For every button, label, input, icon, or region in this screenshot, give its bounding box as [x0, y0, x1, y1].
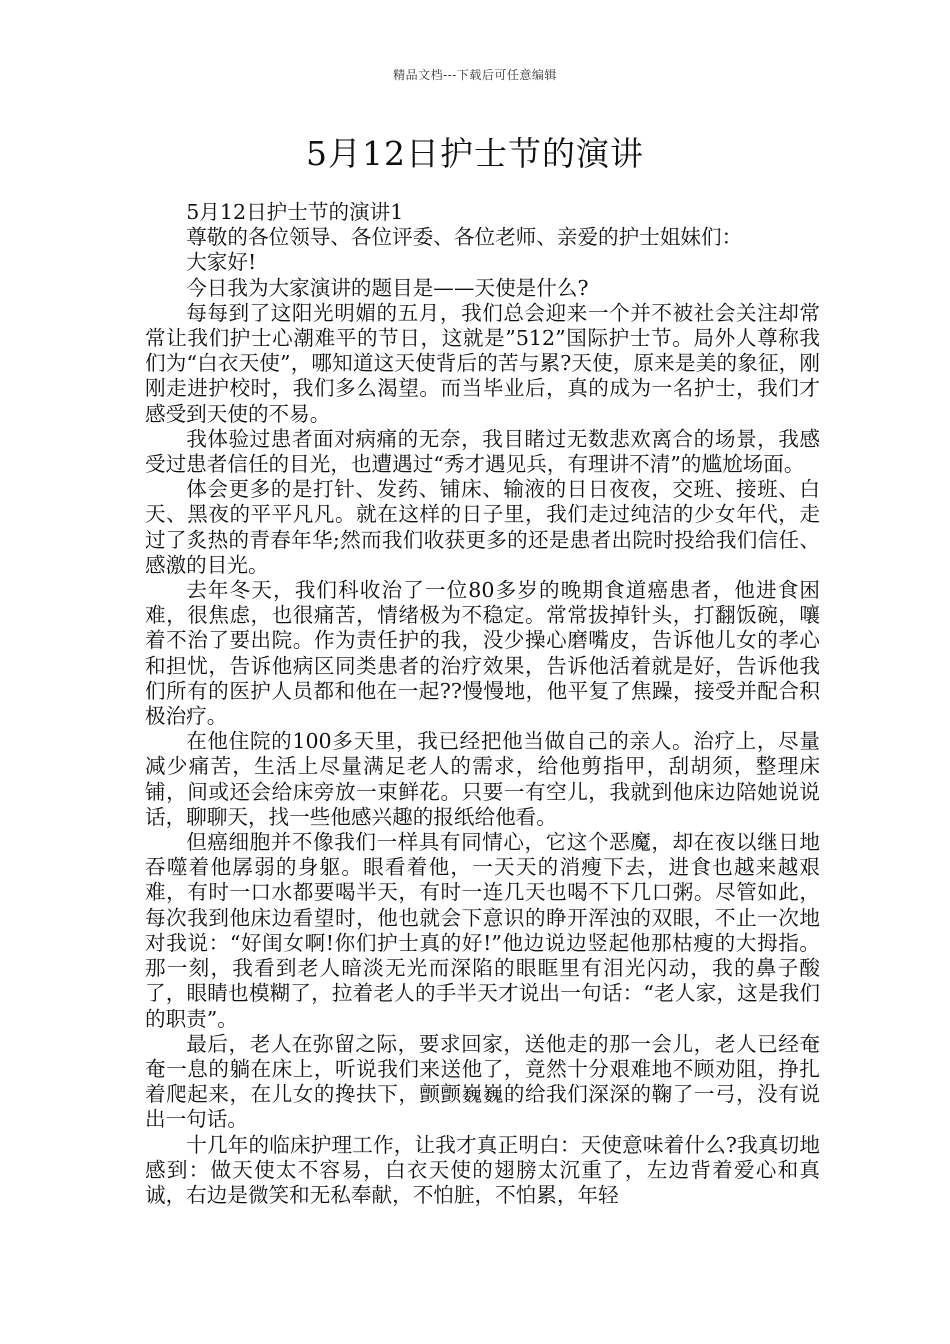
paragraph: 最后，老人在弥留之际，要求回家，送他走的那一会儿，老人已经奄奄一息的躺在床上，听说我们来送他了，竟然十分艰难地不顾劝阻，挣扎着爬起来，在儿女的搀扶下，颤颤巍巍的给我们深深的鞠了一弓，没有说出一句话。 — [145, 1031, 820, 1132]
paragraph: 体会更多的是打针、发药、铺床、输液的日日夜夜，交班、接班、白天、黑夜的平平凡凡。就在这样的日子里，我们走过纯洁的少女年代，走过了炙热的青春年华;然而我们收获更多的还是患者出院时投给我们信任、感激的目光。 — [145, 477, 820, 577]
paragraph: 尊敬的各位领导、各位评委、各位老师、亲爱的护士姐妹们： — [186, 225, 743, 250]
page-header: 精品文档---下载后可任意编辑 — [393, 68, 557, 82]
paragraph: 每每到了这阳光明媚的五月，我们总会迎来一个并不被社会关注却常常让我们护士心潮难平的节日，这就是”512”国际护士节。局外人尊称我们为“白衣天使”，哪知道这天使背后的苦与累?天使，原来是美的象征，刚刚走进护校时，我们多么渴望。而当毕业后，真的成为一名护士，我们才感受到天使的不易。 — [145, 300, 820, 426]
paragraph: 十几年的临床护理工作，让我才真正明白：天使意味着什么?我真切地感到：做天使太不容易，白衣天使的翅膀太沉重了，左边背着爱心和真诚，右边是微笑和无私奉献，不怕脏，不怕累，年轻 — [145, 1132, 820, 1207]
paragraph: 但癌细胞并不像我们一样具有同情心，它这个恶魔，却在夜以继日地吞噬着他孱弱的身躯。眼看着他，一天天的消瘦下去，进食也越来越艰难，有时一口水都要喝半天，有时一连几天也喝不下几口粥。尽管如此，每次我到他床边看望时，他也就会下意识的睁开浑浊的双眼，不止一次地对我说：“好闺女啊!你们护士真的好!”他边说边竖起他那枯瘦的大拇指。那一刻，我看到老人暗淡无光而深陷的眼眶里有泪光闪动，我的鼻子酸了，眼睛也模糊了，拉着老人的手半天才说出一句话：“老人家，这是我们的职责”。 — [145, 830, 820, 1031]
paragraph: 去年冬天，我们科收治了一位80多岁的晚期食道癌患者，他进食困难，很焦虑，也很痛苦，情绪极为不稳定。常常拔掉针头，打翻饭碗，嚷着不治了要出院。作为责任护的我，没少操心磨嘴皮，告诉他儿女的孝心和担忧，告诉他病区同类患者的治疗效果，告诉他活着就是好，告诉他我们所有的医护人员都和他在一起??慢慢地，他平复了焦躁，接受并配合积极治疗。 — [145, 578, 820, 729]
paragraph: 我体验过患者面对病痛的无奈，我目睹过无数悲欢离合的场景，我感受过患者信任的目光，也遭遇过“秀才遇见兵，有理讲不清”的尴尬场面。 — [145, 426, 820, 477]
paragraph: 今日我为大家演讲的题目是——天使是什么? — [186, 275, 589, 300]
paragraph: 大家好! — [186, 250, 257, 275]
page-title: 5月12日护士节的演讲 — [306, 134, 644, 173]
paragraph: 5月12日护士节的演讲1 — [186, 200, 404, 224]
paragraph: 在他住院的100多天里，我已经把他当做自己的亲人。治疗上，尽量减少痛苦，生活上尽量满足老人的需求，给他剪指甲，刮胡须，整理床铺，间或还会给床旁放一束鲜花。只要一有空儿，我就到他床边陪她说说话，聊聊天，找一些他感兴趣的报纸给他看。 — [145, 729, 820, 829]
document-body — [145, 200, 820, 1208]
